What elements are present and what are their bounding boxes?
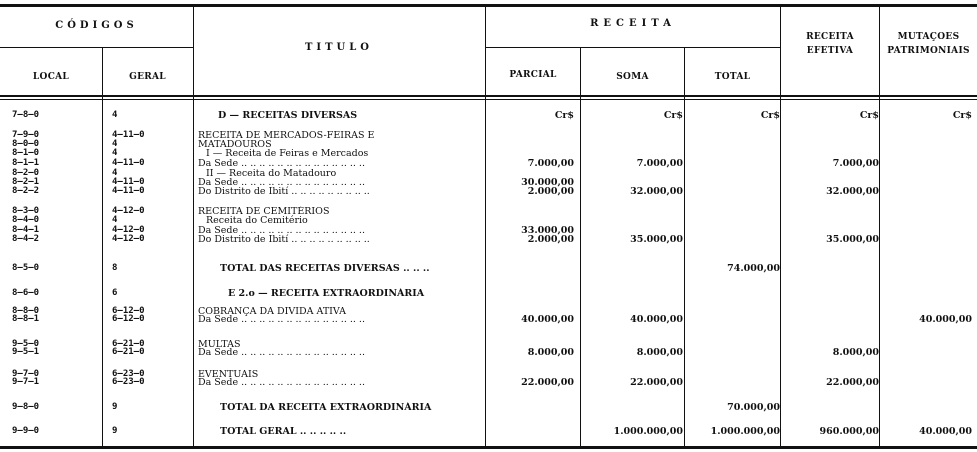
row-title: II — Receita do Matadouro [206, 168, 337, 179]
value-mutacoes: 40.000,00 [919, 426, 972, 437]
value-parcial: 7.000,00 [527, 158, 574, 169]
value-parcial: 2.000,00 [527, 234, 574, 245]
code-local: 8—1—1 [12, 158, 40, 168]
row-title: COBRANÇA DA DIVIDA ATIVA [198, 306, 346, 317]
code-local: 8—0—0 [12, 139, 40, 149]
header-parcial: PARCIAL [509, 70, 557, 80]
header-geral: GERAL [129, 72, 166, 82]
row-title: Da Sede .. .. .. .. .. .. .. .. .. .. .. .. .. .. [198, 347, 365, 358]
code-local: 8—2—1 [12, 177, 40, 187]
value-mutacoes: 40.000,00 [919, 314, 972, 325]
value-parcial: Cr$ [554, 110, 574, 121]
code-local: 8—8—0 [12, 306, 40, 316]
value-soma: 7.000,00 [636, 158, 683, 169]
header-receita-efetiva: RECEITA EFETIVA [806, 32, 854, 56]
value-parcial: 22.000,00 [521, 377, 574, 388]
value-soma: 22.000,00 [630, 377, 683, 388]
row-title: TOTAL DA RECEITA EXTRAORDINÁRIA [220, 402, 432, 413]
value-parcial: 40.000,00 [521, 314, 574, 325]
header-bottom-rule-2 [0, 99, 977, 100]
code-local: 8—4—1 [12, 225, 40, 235]
code-geral: 9 [112, 426, 118, 436]
value-total: Cr$ [760, 110, 780, 121]
row-title: I — Receita de Feiras e Mercados [206, 148, 369, 159]
code-geral: 4—12—0 [112, 234, 145, 244]
code-geral: 6—21—0 [112, 339, 145, 349]
row-title: MULTAS [198, 339, 241, 350]
code-geral: 4 [112, 168, 118, 178]
value-soma: 1.000.000,00 [613, 426, 683, 437]
table-row [0, 263, 977, 274]
code-local: 9—7—1 [12, 377, 40, 387]
row-title: TOTAL DAS RECEITAS DIVERSAS .. .. .. [220, 263, 430, 274]
code-local: 7—9—0 [12, 130, 40, 140]
header-codigos: CÓDIGOS [55, 20, 138, 31]
value-receita-efetiva: 22.000,00 [826, 377, 879, 388]
table-row [0, 288, 977, 299]
value-parcial: 8.000,00 [527, 347, 574, 358]
code-geral: 4 [112, 148, 118, 158]
header-receita: RECEITA [590, 18, 676, 29]
value-receita-efetiva: Cr$ [859, 110, 879, 121]
code-geral: 6—12—0 [112, 306, 145, 316]
top-rule [0, 4, 977, 7]
code-local: 7—8—0 [12, 110, 40, 120]
row-title: Do Distrito de Ibití .. .. .. .. .. .. .. .. .. [198, 186, 370, 197]
code-local: 8—4—2 [12, 234, 40, 244]
table-row [0, 314, 977, 325]
code-geral: 6—12—0 [112, 314, 145, 324]
receita-subrule [486, 47, 780, 48]
row-title: MATADOUROS [198, 139, 272, 150]
value-soma: 35.000,00 [630, 234, 683, 245]
header-total: TOTAL [714, 72, 751, 82]
value-receita-efetiva: 35.000,00 [826, 234, 879, 245]
code-local: 8—4—0 [12, 215, 40, 225]
code-geral: 6—23—0 [112, 377, 145, 387]
header-mutacoes: MUTAÇOES PATRIMONIAIS [887, 32, 970, 56]
table-row [0, 426, 977, 437]
code-local: 8—3—0 [12, 206, 40, 216]
code-local: 8—6—0 [12, 288, 40, 298]
value-receita-efetiva: 7.000,00 [832, 158, 879, 169]
value-receita-efetiva: 32.000,00 [826, 186, 879, 197]
code-geral: 4 [112, 215, 118, 225]
code-geral: 4 [112, 139, 118, 149]
table-row [0, 402, 977, 413]
value-soma: Cr$ [663, 110, 683, 121]
header-titulo: TITULO [304, 42, 374, 53]
value-parcial: 30.000,00 [521, 177, 574, 188]
table-row [0, 110, 977, 121]
code-local: 8—1—0 [12, 148, 40, 158]
code-local: 8—8—1 [12, 314, 40, 324]
table-row [0, 347, 977, 358]
row-title: Receita do Cemitério [206, 215, 308, 226]
value-parcial: 33.000,00 [521, 225, 574, 236]
row-title: RECEITA DE MERCADOS-FEIRAS E [198, 130, 375, 141]
value-soma: 32.000,00 [630, 186, 683, 197]
code-geral: 8 [112, 263, 118, 273]
code-local: 8—5—0 [12, 263, 40, 273]
code-local: 8—2—0 [12, 168, 40, 178]
code-local: 8—2—2 [12, 186, 40, 196]
row-title: Da Sede .. .. .. .. .. .. .. .. .. .. .. .. .. .. [198, 377, 365, 388]
row-title: E 2.o — RECEITA EXTRAORDINÁRIA [228, 288, 425, 299]
value-receita-efetiva: 8.000,00 [832, 347, 879, 358]
row-title: Da Sede .. .. .. .. .. .. .. .. .. .. .. .. .. .. [198, 314, 365, 325]
row-title: Do Distrito de Ibití .. .. .. .. .. .. .. .. .. [198, 234, 370, 245]
value-receita-efetiva: 960.000,00 [819, 426, 879, 437]
header-local: LOCAL [32, 72, 70, 82]
code-local: 9—5—1 [12, 347, 40, 357]
bottom-rule [0, 446, 977, 449]
row-title: Da Sede .. .. .. .. .. .. .. .. .. .. .. .. .. .. [198, 158, 365, 169]
codigos-subrule [0, 47, 193, 48]
code-local: 9—5—0 [12, 339, 40, 349]
code-geral: 4—11—0 [112, 177, 145, 187]
code-geral: 4—11—0 [112, 158, 145, 168]
value-total: 74.000,00 [727, 263, 780, 274]
header-bottom-rule [0, 95, 977, 97]
code-geral: 6—21—0 [112, 347, 145, 357]
value-soma: 40.000,00 [630, 314, 683, 325]
row-title: Da Sede .. .. .. .. .. .. .. .. .. .. .. .. .. .. [198, 177, 365, 188]
code-geral: 4 [112, 110, 118, 120]
code-geral: 4—12—0 [112, 225, 145, 235]
row-title: D — RECEITAS DIVERSAS [218, 110, 358, 121]
code-geral: 6—23—0 [112, 369, 145, 379]
value-parcial: 2.000,00 [527, 186, 574, 197]
code-local: 9—7—0 [12, 369, 40, 379]
code-geral: 4—11—0 [112, 130, 145, 140]
value-total: 1.000.000,00 [710, 426, 780, 437]
value-mutacoes: Cr$ [952, 110, 972, 121]
code-geral: 4—11—0 [112, 186, 145, 196]
code-local: 9—8—0 [12, 402, 40, 412]
table-row [0, 377, 977, 388]
row-title: Da Sede .. .. .. .. .. .. .. .. .. .. .. .. .. .. [198, 225, 365, 236]
value-total: 70.000,00 [727, 402, 780, 413]
value-soma: 8.000,00 [636, 347, 683, 358]
header-soma: SOMA [616, 72, 649, 82]
row-title: EVENTUAIS [198, 369, 259, 380]
code-geral: 6 [112, 288, 118, 298]
row-title: RECEITA DE CEMITÉRIOS [198, 206, 330, 217]
code-geral: 4—12—0 [112, 206, 145, 216]
code-geral: 9 [112, 402, 118, 412]
table-row [0, 234, 977, 245]
row-title: TOTAL GERAL .. .. .. .. .. [220, 426, 347, 437]
table-row [0, 186, 977, 197]
code-local: 9—9—0 [12, 426, 40, 436]
